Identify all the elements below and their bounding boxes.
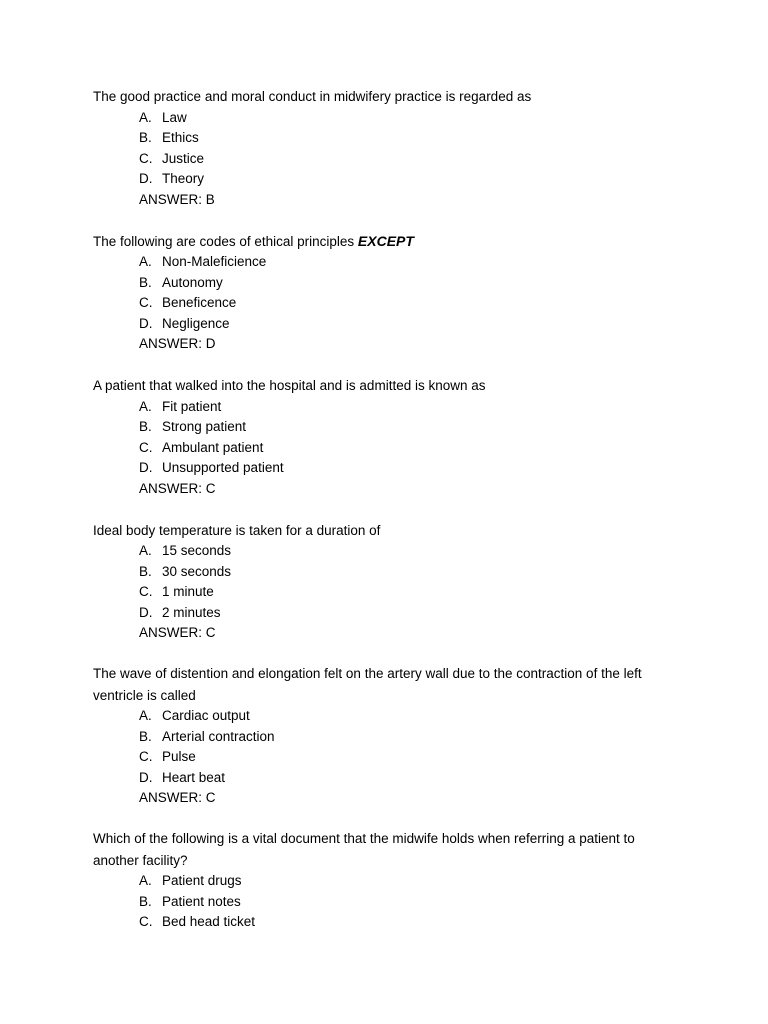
option-item [139, 397, 673, 418]
option-item [139, 252, 673, 273]
option-letter: B. [139, 893, 152, 909]
option-text: Law [162, 109, 187, 125]
option-text: 2 minutes [162, 604, 221, 620]
option-list [93, 871, 673, 933]
option-text: 1 minute [162, 584, 214, 599]
option-item [139, 458, 673, 479]
option-letter: B. [139, 563, 152, 579]
option-letter: B. [139, 130, 152, 145]
option-text: 30 seconds [162, 563, 232, 579]
option-item [139, 314, 673, 335]
option-text: 15 seconds [162, 543, 232, 558]
question-text: The wave of distention and elongation felt on the artery wall due to the contraction of the left ventricle is called [93, 666, 642, 703]
question-item [93, 664, 673, 809]
option-item [139, 871, 673, 892]
option-item [139, 582, 673, 603]
option-letter: D. [139, 769, 153, 785]
question-item [93, 520, 673, 644]
question-text: Ideal body temperature is taken for a duration of [93, 522, 381, 538]
option-item [139, 293, 673, 314]
option-item [139, 108, 673, 129]
option-letter: D. [139, 315, 153, 331]
question-emphasis: EXCEPT [357, 232, 414, 249]
option-text: Pulse [162, 749, 196, 764]
question-list [93, 86, 673, 953]
option-text: Ambulant patient [162, 439, 264, 455]
option-letter: D. [139, 460, 153, 475]
answer-line: ANSWER: B [139, 191, 215, 207]
option-letter: A. [139, 254, 152, 269]
question-item [93, 86, 673, 210]
question-stem [93, 829, 673, 871]
option-letter: B. [139, 728, 152, 744]
question-text: The good practice and moral conduct in midwifery practice is regarded as [93, 89, 532, 104]
option-text: Non-Maleficience [162, 254, 267, 269]
option-text: Arterial contraction [162, 728, 275, 744]
answer-line: ANSWER: C [139, 480, 216, 496]
option-item [139, 727, 673, 748]
option-item [139, 562, 673, 583]
option-text: Justice [162, 150, 205, 166]
option-list [93, 541, 673, 623]
option-item [139, 417, 673, 438]
answer-line: ANSWER: C [139, 625, 216, 640]
option-text: Bed head ticket [162, 914, 256, 929]
question-stem [93, 231, 673, 253]
option-text: Patient drugs [162, 873, 242, 888]
question-text: Which of the following is a vital document that the midwife holds when referring a patient to another facility? [93, 831, 635, 868]
option-letter: A. [139, 543, 152, 558]
option-item [139, 149, 673, 170]
option-item [139, 768, 673, 789]
option-letter: C. [139, 584, 153, 599]
answer-line: ANSWER: C [139, 790, 216, 805]
question-item [93, 375, 673, 499]
option-letter: D. [139, 604, 153, 620]
question-stem [93, 86, 673, 108]
option-item [139, 128, 673, 149]
question-text: The following are codes of ethical principles [93, 233, 358, 249]
option-text: Ethics [162, 130, 199, 145]
option-item [139, 541, 673, 562]
option-letter: A. [139, 398, 152, 414]
option-text: Theory [162, 171, 205, 186]
option-list [93, 706, 673, 788]
question-stem [93, 664, 673, 706]
option-text: Unsupported patient [162, 460, 284, 475]
option-letter: C. [139, 150, 153, 166]
option-list [93, 252, 673, 334]
question-stem [93, 520, 673, 542]
option-item [139, 706, 673, 727]
option-letter: D. [139, 171, 153, 186]
question-stem [93, 375, 673, 397]
option-text: Patient notes [162, 893, 241, 909]
option-letter: A. [139, 873, 152, 888]
option-letter: B. [139, 419, 152, 434]
question-text: A patient that walked into the hospital and is admitted is known as [93, 378, 486, 393]
option-text: Strong patient [162, 419, 247, 434]
option-letter: C. [139, 749, 153, 764]
option-letter: C. [139, 295, 153, 310]
option-item [139, 169, 673, 190]
answer-line: ANSWER: D [139, 336, 216, 351]
option-item [139, 603, 673, 624]
option-text: Cardiac output [162, 708, 250, 723]
option-text: Fit patient [162, 398, 222, 414]
option-letter: C. [139, 914, 153, 929]
option-item [139, 747, 673, 768]
option-text: Negligence [162, 315, 230, 331]
option-item [139, 892, 673, 913]
option-letter: C. [139, 439, 153, 455]
option-text: Autonomy [162, 274, 223, 290]
option-item [139, 438, 673, 459]
option-list [93, 108, 673, 190]
option-letter: B. [139, 274, 152, 290]
option-letter: A. [139, 109, 152, 125]
option-item [139, 912, 673, 933]
question-item [93, 829, 673, 933]
option-item [139, 273, 673, 294]
option-text: Beneficence [162, 295, 237, 310]
option-list [93, 397, 673, 479]
option-text: Heart beat [162, 769, 226, 785]
question-item [93, 231, 673, 355]
option-letter: A. [139, 708, 152, 723]
